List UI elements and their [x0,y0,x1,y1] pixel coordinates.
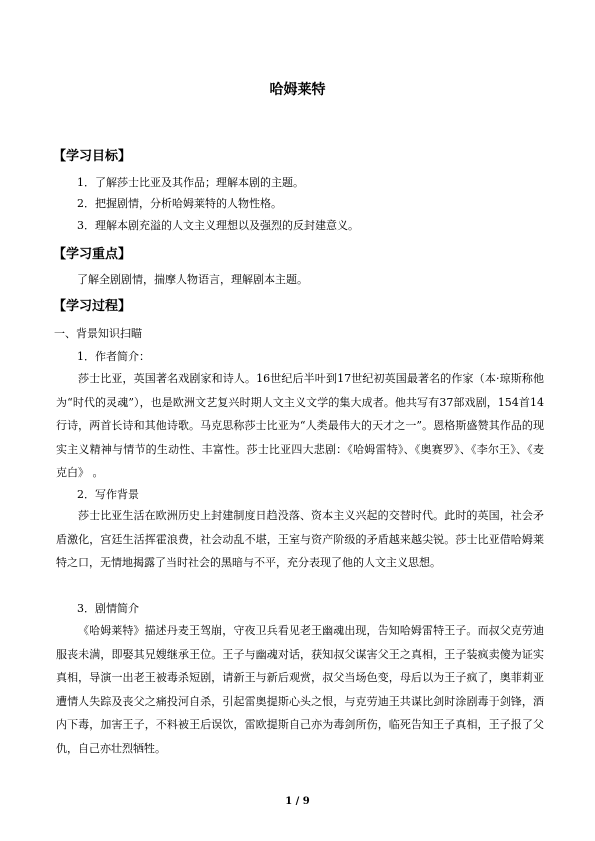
author-subheading: 1．作者简介： [77,350,150,363]
page-title: 哈姆莱特 [269,82,326,98]
focus-text: 了解全剧剧情，揣摩人物语言，理解剧本主题。 [77,273,308,286]
goal-item-3: 3．理解本剧充溢的人文主义理想以及强烈的反封建意义。 [77,219,359,232]
goal-item-1: 1．了解莎士比亚及其作品；理解本剧的主题。 [77,176,304,189]
goal-item-2: 2．把握剧情，分析哈姆莱特的人物性格。 [77,197,282,210]
background-subheading: 2．写作背景 [77,488,139,501]
background-paragraph: 莎士比亚生活在欧洲历史上封建制度日趋没落、资本主义兴起的交替时代。此时的英国，社会矛盾激化，宫廷生活挥霍浪费，社会动乱不堪，王室与资产阶级的矛盾越来越尖锐。莎士比亚借哈姆莱特之口，无情地揭露了当时社会的黑暗与不平，充分表现了他的人文主义思想。 [56,509,544,569]
plot-paragraph: 《哈姆莱特》描述丹麦王驾崩，守夜卫兵看见老王幽魂出现，告知哈姆雷特王子。而叔父克劳迪服丧未满，即娶其兄嫂继承王位。王子与幽魂对话，获知叔父谋害父王之真相，王子装疯卖傻为证实真相，导演一出老王被毒杀短剧，请新王与新后观赏，叔父当场色变，母后以为王子疯了，奥菲莉亚遭情人失踪及丧父之痛投河自杀，引起雷奥提斯心头之恨，与克劳迪王共谋比剑时涂剧毒于剑锋，酒内下毒，加害王子，不料被王后误饮，雷欧提斯自己亦为毒剑所伤，临死告知王子真相，王子报了父仇，自己亦壮烈牺牲。 [56,624,544,755]
page-number: 1 / 9 [285,796,310,807]
part-heading: 一、背景知识扫瞄 [54,327,142,340]
plot-subheading: 3．剧情简介 [77,602,139,615]
author-paragraph: 莎士比亚，英国著名戏剧家和诗人。16世纪后半叶到17世纪初英国最著名的作家（本·琼斯称他为“时代的灵魂”），也是欧洲文艺复兴时期人文主义文学的集大成者。他共写有37部戏剧，154首14行诗，两首长诗和其他诗歌。马克思称莎士比亚为“人类最伟大的天才之一”。恩格斯盛赞其作品的现实主义精神与情节的生动性、丰富性。莎士比亚四大悲剧：《哈姆雷特》、《奥赛罗》、《李尔王》、《麦克白》 。 [56,372,544,479]
focus-heading: 【学习重点】 [53,247,132,262]
process-heading: 【学习过程】 [53,299,132,314]
goals-heading: 【学习目标】 [53,149,132,164]
